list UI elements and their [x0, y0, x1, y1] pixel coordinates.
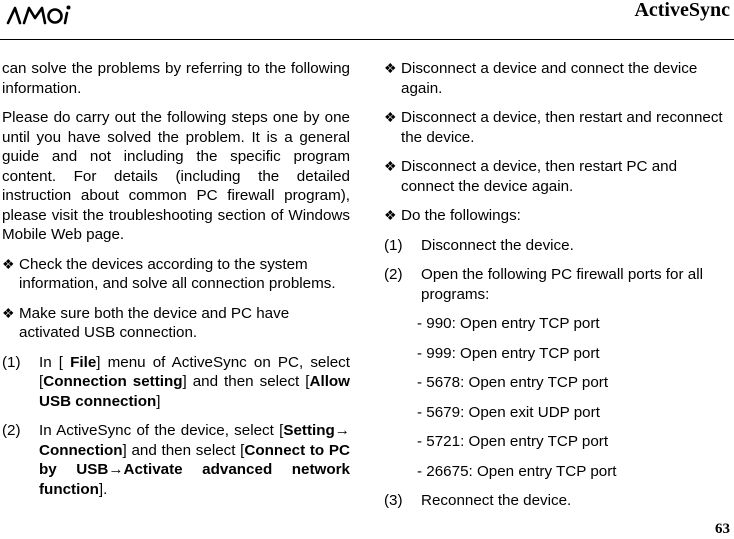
bullet-item: ❖ Check the devices according to the system information, and solve all connection problems. [2, 255, 336, 292]
numbered-step: (1) Disconnect the device. [384, 236, 574, 254]
port-item: - 26675: Open entry TCP port [417, 462, 617, 480]
intro-paragraph: can solve the problems by referring to the following information. [2, 60, 350, 97]
left-column [2, 59, 350, 509]
bullet-item: ❖ Disconnect a device, then restart and reconnect the device. [384, 109, 723, 146]
header-title: ActiveSync [634, 0, 730, 21]
bullet-item: ❖ Disconnect a device and connect the device again. [384, 60, 698, 97]
port-item: - 5679: Open exit UDP port [417, 403, 600, 421]
port-item: - 999: Open entry TCP port [417, 344, 600, 362]
bullet-diamond-icon: ❖ [384, 207, 397, 223]
page-number: 63 [715, 521, 730, 537]
right-column [384, 59, 734, 521]
numbered-step: (2) Open the following PC firewall ports for all programs: [384, 266, 703, 303]
port-item: - 5721: Open entry TCP port [417, 433, 609, 450]
bullet-item: ❖ Disconnect a device, then restart PC and connect the device again. [384, 158, 678, 195]
bullet-diamond-icon: ❖ [384, 60, 397, 76]
bullet-diamond-icon: ❖ [2, 304, 15, 321]
numbered-step: (1) In [ File] menu of ActiveSync on PC, select [Connection setting] and then select [Allow USB connection] [2, 353, 350, 410]
page-header [0, 0, 734, 40]
header-divider [0, 39, 734, 40]
bullet-diamond-icon: ❖ [384, 158, 397, 174]
bullet-diamond-icon: ❖ [384, 109, 397, 125]
amoi-logo [6, 4, 72, 26]
bullet-item: ❖ Make sure both the device and PC have activated USB connection. [2, 304, 290, 341]
numbered-step: (3) Reconnect the device. [384, 492, 572, 509]
port-item: - 5678: Open entry TCP port [417, 374, 609, 391]
bullet-item: ❖ Do the followings: [384, 207, 521, 224]
instructions-paragraph: Please do carry out the following steps one by one until you have solved the problem. It is a general guide and not including the specific program content. For details (including the detailed instruction about common PC firewall program), please visit the troubleshooting section of Windows Mobile Web page. [2, 109, 350, 243]
port-item: - 990: Open entry TCP port [417, 315, 600, 332]
numbered-step: (2) In ActiveSync of the device, select [Setting→ Connection] and then select [Connect to PC by USB→Activate advanced network function]. [2, 422, 350, 498]
bullet-diamond-icon: ❖ [2, 255, 15, 272]
